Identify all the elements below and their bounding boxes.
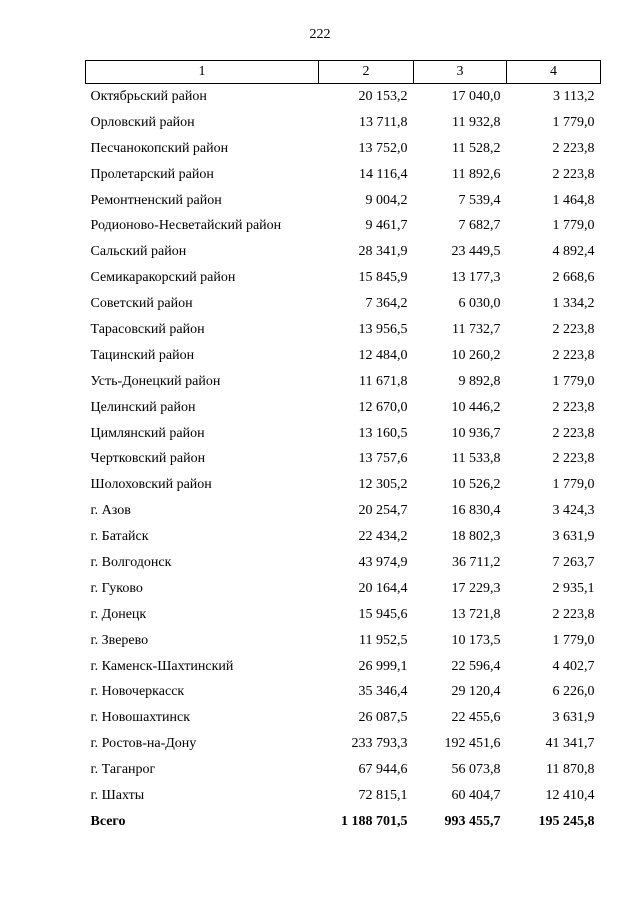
table-row xyxy=(86,421,601,447)
column-4-cell: 3 631,9 xyxy=(552,529,595,545)
column-2-cell: 26 087,5 xyxy=(358,710,408,726)
table-row xyxy=(86,317,601,343)
column-4-cell: 1 779,0 xyxy=(552,373,595,389)
district-name-cell: Усть-Донецкий район xyxy=(90,373,221,389)
table-row xyxy=(86,239,601,265)
column-4-cell: 2 223,8 xyxy=(552,451,595,467)
district-name-cell: Песчанокопский район xyxy=(90,140,229,156)
column-3-cell: 16 830,4 xyxy=(451,503,501,519)
table-row xyxy=(86,110,601,136)
column-4-cell: 1 779,0 xyxy=(552,477,595,493)
district-name-cell: Целинский район xyxy=(90,399,196,415)
column-3-cell: 13 721,8 xyxy=(451,606,501,622)
column-2-cell: 9 004,2 xyxy=(365,192,408,208)
column-4-cell: 2 935,1 xyxy=(552,580,595,596)
column-4-cell: 1 779,0 xyxy=(552,218,595,234)
table-row xyxy=(86,265,601,291)
table-row xyxy=(86,291,601,317)
table-row xyxy=(86,550,601,576)
district-name-cell: Октябрьский район xyxy=(90,88,207,104)
column-4-cell: 11 870,8 xyxy=(546,762,595,778)
district-name-cell: Шолоховский район xyxy=(90,477,212,493)
column-4-cell: 2 223,8 xyxy=(552,399,595,415)
column-3-cell: 9 892,8 xyxy=(458,373,501,389)
column-3-cell: 56 073,8 xyxy=(451,762,501,778)
district-name-cell: Цимлянский район xyxy=(90,425,205,441)
district-name-cell: г. Шахты xyxy=(90,787,145,803)
column-4-cell: 1 464,8 xyxy=(552,192,595,208)
column-2-cell: 12 670,0 xyxy=(358,399,408,415)
column-3-cell: 11 528,2 xyxy=(452,140,501,156)
district-name-cell: Советский район xyxy=(90,296,193,312)
district-name-cell: г. Каменск-Шахтинский xyxy=(90,658,234,674)
table-row xyxy=(86,395,601,421)
column-2-cell: 9 461,7 xyxy=(365,218,408,234)
column-2-cell: 13 752,0 xyxy=(358,140,408,156)
total-column-3-cell: 993 455,7 xyxy=(444,813,501,829)
column-3-cell: 29 120,4 xyxy=(451,684,501,700)
column-3-cell: 60 404,7 xyxy=(451,787,501,803)
district-name-cell: Родионово-Несветайский район xyxy=(90,218,282,234)
total-row xyxy=(86,809,601,835)
total-label-cell: Всего xyxy=(90,813,126,829)
column-3-cell: 22 455,6 xyxy=(451,710,501,726)
column-2-cell: 233 793,3 xyxy=(351,736,408,752)
column-2-cell: 22 434,2 xyxy=(358,529,408,545)
column-4-cell: 1 779,0 xyxy=(552,114,595,130)
column-3-cell: 18 802,3 xyxy=(451,529,501,545)
table-row xyxy=(86,705,601,731)
column-2-cell: 13 711,8 xyxy=(359,114,408,130)
total-column-2-cell: 1 188 701,5 xyxy=(341,813,408,829)
table-row xyxy=(86,498,601,524)
column-2-cell: 14 116,4 xyxy=(359,166,408,182)
column-2-cell: 67 944,6 xyxy=(358,762,408,778)
column-2-cell: 20 153,2 xyxy=(358,88,408,104)
column-2-cell: 15 845,9 xyxy=(358,270,408,286)
column-3-cell: 11 932,8 xyxy=(452,114,501,130)
column-3-cell: 10 526,2 xyxy=(451,477,501,493)
column-3-cell: 22 596,4 xyxy=(451,658,501,674)
column-3-cell: 6 030,0 xyxy=(458,296,501,312)
column-2-cell: 20 164,4 xyxy=(358,580,408,596)
table-row xyxy=(86,628,601,654)
column-3-cell: 13 177,3 xyxy=(451,270,501,286)
column-2-cell: 12 484,0 xyxy=(358,347,408,363)
column-4-cell: 7 263,7 xyxy=(552,554,595,570)
district-name-cell: г. Новошахтинск xyxy=(90,710,191,726)
total-column-4-cell: 195 245,8 xyxy=(538,813,595,829)
table-row xyxy=(86,162,601,188)
district-name-cell: Ремонтненский район xyxy=(90,192,222,208)
table-row xyxy=(86,188,601,214)
column-4-cell: 2 223,8 xyxy=(552,321,595,337)
header-row xyxy=(86,61,601,84)
column-2-cell: 72 815,1 xyxy=(358,787,408,803)
table-row xyxy=(86,84,601,110)
district-name-cell: Тарасовский район xyxy=(90,321,205,337)
table-body xyxy=(86,84,601,835)
column-3-cell: 23 449,5 xyxy=(451,244,501,260)
column-4-cell: 3 424,3 xyxy=(552,503,595,519)
column-4-cell: 6 226,0 xyxy=(552,684,595,700)
district-name-cell: г. Зверево xyxy=(90,632,149,648)
column-4-cell: 3 631,9 xyxy=(552,710,595,726)
column-3-cell: 10 260,2 xyxy=(451,347,501,363)
column-3-cell: 17 229,3 xyxy=(451,580,501,596)
district-name-cell: г. Волгодонск xyxy=(90,554,172,570)
column-3-cell: 36 711,2 xyxy=(452,554,501,570)
column-4-cell: 12 410,4 xyxy=(545,787,595,803)
column-3-cell: 11 732,7 xyxy=(452,321,501,337)
column-2-cell: 7 364,2 xyxy=(365,296,408,312)
table-row xyxy=(86,446,601,472)
table-row xyxy=(86,576,601,602)
district-name-cell: Орловский район xyxy=(90,114,195,130)
column-3-cell: 7 682,7 xyxy=(458,218,501,234)
column-2-cell: 12 305,2 xyxy=(358,477,408,493)
column-header-2: 2 xyxy=(319,61,414,84)
column-header-1: 1 xyxy=(86,61,319,84)
column-4-cell: 1 779,0 xyxy=(552,632,595,648)
table-row xyxy=(86,136,601,162)
column-2-cell: 11 671,8 xyxy=(359,373,408,389)
data-table xyxy=(85,60,601,835)
table-row xyxy=(86,524,601,550)
column-3-cell: 11 533,8 xyxy=(452,451,501,467)
column-4-cell: 2 223,8 xyxy=(552,166,595,182)
column-2-cell: 13 956,5 xyxy=(358,321,408,337)
table-row xyxy=(86,679,601,705)
table-row xyxy=(86,602,601,628)
column-3-cell: 7 539,4 xyxy=(458,192,501,208)
column-2-cell: 28 341,9 xyxy=(358,244,408,260)
column-3-cell: 17 040,0 xyxy=(451,88,501,104)
table-row xyxy=(86,654,601,680)
column-4-cell: 2 223,8 xyxy=(552,140,595,156)
district-name-cell: Тацинский район xyxy=(90,347,195,363)
column-3-cell: 10 446,2 xyxy=(451,399,501,415)
column-4-cell: 1 334,2 xyxy=(552,296,595,312)
district-name-cell: г. Гуково xyxy=(90,580,143,596)
column-header-4: 4 xyxy=(507,61,601,84)
column-2-cell: 13 160,5 xyxy=(358,425,408,441)
column-4-cell: 4 892,4 xyxy=(552,244,595,260)
table-row xyxy=(86,731,601,757)
district-name-cell: г. Таганрог xyxy=(90,762,156,778)
column-header-3: 3 xyxy=(414,61,507,84)
column-2-cell: 26 999,1 xyxy=(358,658,408,674)
table-row xyxy=(86,369,601,395)
column-4-cell: 4 402,7 xyxy=(552,658,595,674)
column-4-cell: 2 223,8 xyxy=(552,425,595,441)
column-3-cell: 10 173,5 xyxy=(451,632,501,648)
table-row xyxy=(86,783,601,809)
column-3-cell: 11 892,6 xyxy=(452,166,501,182)
district-name-cell: г. Азов xyxy=(90,503,131,519)
table-row xyxy=(86,343,601,369)
table-row xyxy=(86,472,601,498)
column-4-cell: 2 223,8 xyxy=(552,606,595,622)
column-4-cell: 2 223,8 xyxy=(552,347,595,363)
column-2-cell: 15 945,6 xyxy=(358,606,408,622)
column-2-cell: 35 346,4 xyxy=(358,684,408,700)
district-name-cell: Сальский район xyxy=(90,244,187,260)
column-4-cell: 2 668,6 xyxy=(552,270,595,286)
column-3-cell: 10 936,7 xyxy=(451,425,501,441)
column-4-cell: 41 341,7 xyxy=(545,736,595,752)
column-4-cell: 3 113,2 xyxy=(553,88,595,104)
district-name-cell: г. Батайск xyxy=(90,529,149,545)
column-3-cell: 192 451,6 xyxy=(444,736,501,752)
column-2-cell: 13 757,6 xyxy=(358,451,408,467)
table-header xyxy=(86,61,601,84)
page-number: 222 xyxy=(309,27,331,42)
district-name-cell: г. Ростов-на-Дону xyxy=(90,736,197,752)
district-name-cell: Семикаракорский район xyxy=(90,270,236,286)
table-row xyxy=(86,757,601,783)
column-2-cell: 20 254,7 xyxy=(358,503,408,519)
column-2-cell: 43 974,9 xyxy=(358,554,408,570)
district-name-cell: г. Донецк xyxy=(90,606,147,622)
column-2-cell: 11 952,5 xyxy=(359,632,408,648)
district-name-cell: г. Новочеркасск xyxy=(90,684,185,700)
table-row xyxy=(86,213,601,239)
district-name-cell: Чертковский район xyxy=(90,451,206,467)
district-name-cell: Пролетарский район xyxy=(90,166,214,182)
